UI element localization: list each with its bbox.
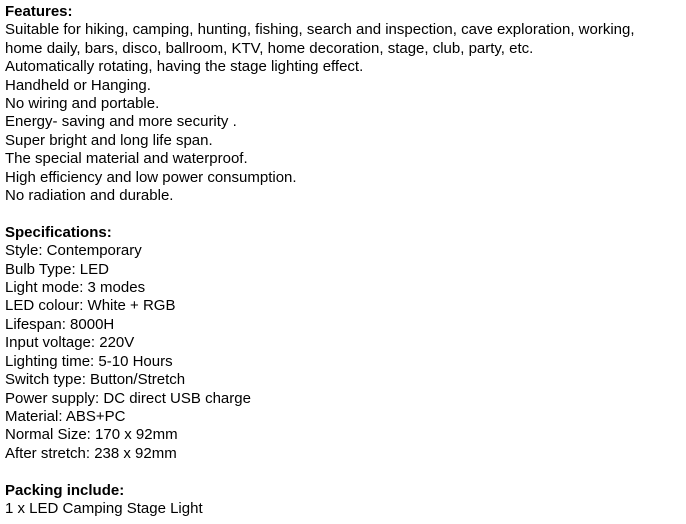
packing-section — [5, 482, 683, 519]
specifications-section — [5, 224, 683, 463]
feature-line: No radiation and durable. — [5, 187, 174, 205]
feature-line: Suitable for hiking, camping, hunting, fishing, search and inspection, cave exploration, working, — [5, 21, 635, 39]
section-spacer — [5, 463, 683, 481]
feature-line: The special material and waterproof. — [5, 150, 248, 168]
spec-line-light-mode: Light mode: 3 modes — [5, 279, 146, 297]
feature-line: Automatically rotating, having the stage lighting effect. — [5, 58, 364, 76]
spec-line-power-supply: Power supply: DC direct USB charge — [5, 389, 251, 407]
packing-heading: Packing include: — [5, 481, 125, 499]
specifications-heading: Specifications: — [5, 223, 112, 241]
spec-line-style: Style: Contemporary — [5, 242, 142, 260]
feature-line: Super bright and long life span. — [5, 131, 213, 149]
spec-line-after-stretch: After stretch: 238 x 92mm — [5, 444, 177, 462]
spec-line-lighting-time: Lighting time: 5-10 Hours — [5, 352, 173, 370]
features-heading: Features: — [5, 3, 73, 20]
feature-line: home daily, bars, disco, ballroom, KTV, home decoration, stage, club, party, etc. — [5, 39, 534, 57]
feature-line: No wiring and portable. — [5, 95, 160, 113]
feature-line: High efficiency and low power consumption. — [5, 168, 297, 186]
spec-line-lifespan: Lifespan: 8000H — [5, 315, 115, 333]
section-spacer — [5, 205, 683, 223]
spec-line-switch-type: Switch type: Button/Stretch — [5, 371, 186, 389]
spec-line-bulb-type: Bulb Type: LED — [5, 260, 109, 278]
spec-line-normal-size: Normal Size: 170 x 92mm — [5, 426, 178, 444]
features-section — [5, 3, 683, 205]
packing-line: 1 x LED Camping Stage Light — [5, 499, 203, 517]
spec-line-input-voltage: Input voltage: 220V — [5, 334, 135, 352]
spec-line-material: Material: ABS+PC — [5, 407, 126, 425]
spec-line-led-colour: LED colour: White + RGB — [5, 297, 176, 315]
feature-line: Energy- saving and more security . — [5, 113, 237, 131]
feature-line: Handheld or Hanging. — [5, 76, 151, 94]
